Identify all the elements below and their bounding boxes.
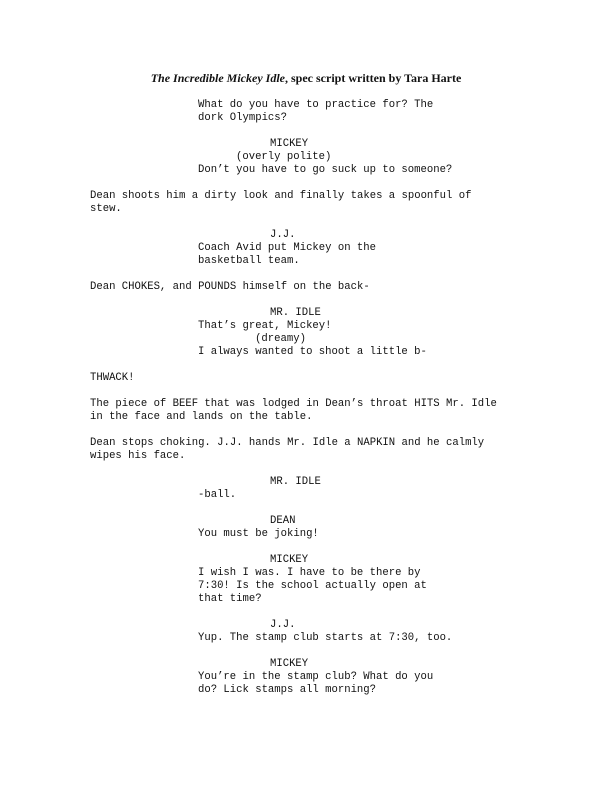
script-line: J.J. xyxy=(270,619,296,631)
script-line: MICKEY xyxy=(270,658,309,670)
script-line: Coach Avid put Mickey on the xyxy=(198,242,377,254)
action-line xyxy=(90,190,530,216)
dialogue-block xyxy=(198,320,530,333)
dialogue-block xyxy=(198,99,530,125)
character-cue xyxy=(270,229,530,242)
character-cue xyxy=(270,476,530,489)
blank-line xyxy=(90,294,530,307)
dialogue-block xyxy=(198,164,530,177)
script-title-rest: , spec script written by Tara Harte xyxy=(285,71,462,85)
dialogue-block xyxy=(198,567,530,606)
script-line: I wish I was. I have to be there by xyxy=(198,567,421,579)
screenplay-body xyxy=(90,99,530,697)
script-line: wipes his face. xyxy=(90,450,186,462)
action-line xyxy=(90,281,530,294)
script-line: You must be joking! xyxy=(198,528,319,540)
script-line: That’s great, Mickey! xyxy=(198,320,332,332)
script-line: Dean CHOKES, and POUNDS himself on the back- xyxy=(90,281,370,293)
dialogue-block xyxy=(198,671,530,697)
script-line: I always wanted to shoot a little b- xyxy=(198,346,427,358)
script-line: You’re in the stamp club? What do you xyxy=(198,671,434,683)
blank-line xyxy=(90,645,530,658)
blank-line xyxy=(90,216,530,229)
action-line xyxy=(90,372,530,385)
page-header xyxy=(0,71,612,85)
character-cue xyxy=(270,307,530,320)
script-line: Dean shoots him a dirty look and finally takes a spoonful of xyxy=(90,190,472,202)
script-line: 7:30! Is the school actually open at xyxy=(198,580,427,592)
character-cue xyxy=(270,515,530,528)
parenthetical xyxy=(236,151,530,164)
script-line: (overly polite) xyxy=(236,151,332,163)
blank-line xyxy=(90,359,530,372)
blank-line xyxy=(90,385,530,398)
script-line: (dreamy) xyxy=(236,333,306,345)
blank-line xyxy=(90,463,530,476)
script-line: that time? xyxy=(198,593,262,605)
script-line: MR. IDLE xyxy=(270,476,321,488)
script-line: Yup. The stamp club starts at 7:30, too. xyxy=(198,632,453,644)
script-line: J.J. xyxy=(270,229,296,241)
blank-line xyxy=(90,177,530,190)
dialogue-block xyxy=(198,242,530,268)
script-line: THWACK! xyxy=(90,372,135,384)
character-cue xyxy=(270,658,530,671)
blank-line xyxy=(90,424,530,437)
blank-line xyxy=(90,125,530,138)
character-cue xyxy=(270,554,530,567)
script-line: in the face and lands on the table. xyxy=(90,411,313,423)
action-line xyxy=(90,398,530,424)
character-cue xyxy=(270,138,530,151)
parenthetical xyxy=(236,333,530,346)
blank-line xyxy=(90,606,530,619)
script-line: MICKEY xyxy=(270,138,309,150)
script-title: The Incredible Mickey Idle xyxy=(150,71,285,85)
action-line xyxy=(90,437,530,463)
script-line: basketball team. xyxy=(198,255,300,267)
script-line: Don’t you have to go suck up to someone? xyxy=(198,164,453,176)
script-line: DEAN xyxy=(270,515,296,527)
blank-line xyxy=(90,268,530,281)
script-line: MICKEY xyxy=(270,554,309,566)
blank-line xyxy=(90,541,530,554)
dialogue-block xyxy=(198,346,530,359)
script-line: What do you have to practice for? The xyxy=(198,99,434,111)
blank-line xyxy=(90,502,530,515)
script-line: Dean stops choking. J.J. hands Mr. Idle a NAPKIN and he calmly xyxy=(90,437,485,449)
script-line: stew. xyxy=(90,203,122,215)
script-line: dork Olympics? xyxy=(198,112,288,124)
character-cue xyxy=(270,619,530,632)
script-line: MR. IDLE xyxy=(270,307,321,319)
script-line: do? Lick stamps all morning? xyxy=(198,684,377,696)
dialogue-block xyxy=(198,489,530,502)
script-line: The piece of BEEF that was lodged in Dean’s throat HITS Mr. Idle xyxy=(90,398,497,410)
script-line: -ball. xyxy=(198,489,237,501)
dialogue-block xyxy=(198,528,530,541)
dialogue-block xyxy=(198,632,530,645)
